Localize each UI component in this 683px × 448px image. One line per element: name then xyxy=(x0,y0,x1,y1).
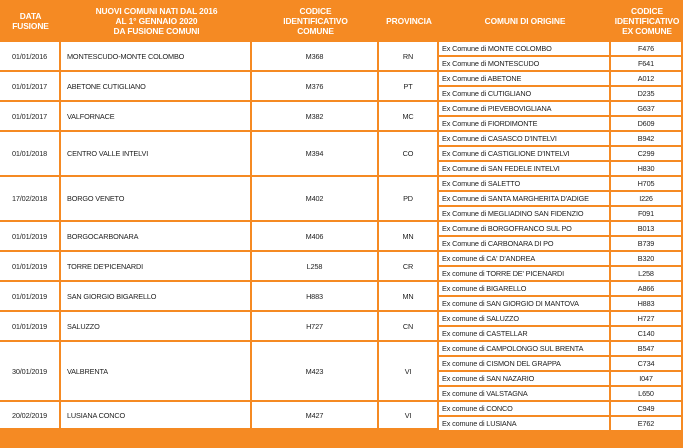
comune-code-cell: M423 xyxy=(252,342,379,402)
origin-comune-cell: Ex Comune di SALETTO xyxy=(439,177,611,192)
origin-comune-cell: Ex Comune di SANTA MARGHERITA D'ADIGE xyxy=(439,192,611,207)
fusion-date-cell: 30/01/2019 xyxy=(0,342,61,402)
origin-code-cell: H883 xyxy=(611,297,683,312)
table-body xyxy=(0,42,683,430)
origin-comune-cell: Ex Comune di BORGOFRANCO SUL PO xyxy=(439,222,611,237)
new-comune-name-cell: BORGO VENETO xyxy=(61,177,252,222)
origin-code-cell: L650 xyxy=(611,387,683,402)
fusion-date-cell: 01/01/2019 xyxy=(0,312,61,342)
new-comune-name-cell: MONTESCUDO-MONTE COLOMBO xyxy=(61,42,252,72)
origin-code-cell: A012 xyxy=(611,72,683,87)
origin-code-cell: G637 xyxy=(611,102,683,117)
origin-comune-cell: Ex comune di CISMON DEL GRAPPA xyxy=(439,357,611,372)
origin-comune-cell: Ex Comune di MEGLIADINO SAN FIDENZIO xyxy=(439,207,611,222)
origin-code-cell: B320 xyxy=(611,252,683,267)
origin-comune-cell: Ex Comune di FIORDIMONTE xyxy=(439,117,611,132)
table-row xyxy=(0,402,683,417)
provincia-cell: CR xyxy=(379,252,439,282)
table-row xyxy=(0,312,683,327)
new-comune-name-cell: LUSIANA CONCO xyxy=(61,402,252,430)
origin-comune-cell: Ex Comune di CUTIGLIANO xyxy=(439,87,611,102)
comune-code-cell: M394 xyxy=(252,132,379,177)
origin-code-cell: D609 xyxy=(611,117,683,132)
origin-code-cell: B547 xyxy=(611,342,683,357)
table-row xyxy=(0,42,683,57)
comune-code-cell: M382 xyxy=(252,102,379,132)
fusion-date-cell: 01/01/2017 xyxy=(0,102,61,132)
comune-code-cell: M427 xyxy=(252,402,379,430)
provincia-cell: MN xyxy=(379,282,439,312)
origin-comune-cell: Ex comune di CONCO xyxy=(439,402,611,417)
origin-comune-cell: Ex comune di CASTELLAR xyxy=(439,327,611,342)
fusion-date-cell: 01/01/2017 xyxy=(0,72,61,102)
origin-comune-cell: Ex Comune di ABETONE xyxy=(439,72,611,87)
origin-comune-cell: Ex Comune di PIEVEBOVIGLIANA xyxy=(439,102,611,117)
origin-comune-cell: Ex Comune di CASTIGLIONE D'INTELVI xyxy=(439,147,611,162)
new-comune-name-cell: SAN GIORGIO BIGARELLO xyxy=(61,282,252,312)
provincia-cell: MC xyxy=(379,102,439,132)
origin-code-cell: H727 xyxy=(611,312,683,327)
provincia-cell: PT xyxy=(379,72,439,102)
origin-code-cell: C140 xyxy=(611,327,683,342)
origin-code-cell: C949 xyxy=(611,402,683,417)
origin-comune-cell: Ex comune di CAMPOLONGO SUL BRENTA xyxy=(439,342,611,357)
table-row xyxy=(0,102,683,117)
comune-code-cell: H727 xyxy=(252,312,379,342)
table-row xyxy=(0,177,683,192)
origin-code-cell: A866 xyxy=(611,282,683,297)
comune-code-cell: M376 xyxy=(252,72,379,102)
fusion-date-cell: 01/01/2018 xyxy=(0,132,61,177)
table-row xyxy=(0,282,683,297)
header-comuni-origine: COMUNI DI ORIGINE xyxy=(484,16,566,26)
origin-comune-cell: Ex comune di BIGARELLO xyxy=(439,282,611,297)
origin-comune-cell: Ex comune di VALSTAGNA xyxy=(439,387,611,402)
fusion-date-cell: 01/01/2016 xyxy=(0,42,61,72)
comune-code-cell: L258 xyxy=(252,252,379,282)
provincia-cell: CO xyxy=(379,132,439,177)
provincia-cell: PD xyxy=(379,177,439,222)
table-row xyxy=(0,132,683,147)
origin-code-cell: D235 xyxy=(611,87,683,102)
comune-code-cell: M402 xyxy=(252,177,379,222)
comune-code-cell: M406 xyxy=(252,222,379,252)
new-comune-name-cell: CENTRO VALLE INTELVI xyxy=(61,132,252,177)
origin-comune-cell: Ex Comune di CASASCO D'INTELVI xyxy=(439,132,611,147)
table-row xyxy=(0,222,683,237)
new-comune-name-cell: SALUZZO xyxy=(61,312,252,342)
origin-comune-cell: Ex comune di TORRE DE' PICENARDI xyxy=(439,267,611,282)
comune-code-cell: M368 xyxy=(252,42,379,72)
origin-code-cell: B942 xyxy=(611,132,683,147)
table-header xyxy=(0,0,683,42)
origin-comune-cell: Ex comune di CA' D'ANDREA xyxy=(439,252,611,267)
table-row xyxy=(0,252,683,267)
fusion-date-cell: 20/02/2019 xyxy=(0,402,61,430)
header-provincia: PROVINCIA xyxy=(386,16,432,26)
origin-comune-cell: Ex comune di SAN GIORGIO DI MANTOVA xyxy=(439,297,611,312)
origin-code-cell: I047 xyxy=(611,372,683,387)
origin-comune-cell: Ex Comune di CARBONARA DI PO xyxy=(439,237,611,252)
origin-code-cell: E762 xyxy=(611,417,683,430)
table-row xyxy=(0,342,683,357)
header-codice-comune: CODICE IDENTIFICATIVO COMUNE xyxy=(283,6,348,36)
origin-comune-cell: Ex Comune di SAN FEDELE INTELVI xyxy=(439,162,611,177)
origin-code-cell: F091 xyxy=(611,207,683,222)
origin-comune-cell: Ex comune di SAN NAZARIO xyxy=(439,372,611,387)
provincia-cell: CN xyxy=(379,312,439,342)
origin-code-cell: H705 xyxy=(611,177,683,192)
header-nuovi-comuni: NUOVI COMUNI NATI DAL 2016 AL 1° GENNAIO 2020 DA FUSIONE COMUNI xyxy=(95,6,218,36)
fusion-date-cell: 01/01/2019 xyxy=(0,252,61,282)
provincia-cell: VI xyxy=(379,342,439,402)
origin-code-cell: B013 xyxy=(611,222,683,237)
origin-code-cell: B739 xyxy=(611,237,683,252)
comune-code-cell: H883 xyxy=(252,282,379,312)
provincia-cell: RN xyxy=(379,42,439,72)
new-comune-name-cell: BORGOCARBONARA xyxy=(61,222,252,252)
origin-code-cell: C734 xyxy=(611,357,683,372)
header-data-fusione: DATA FUSIONE xyxy=(12,11,49,31)
fusion-date-cell: 01/01/2019 xyxy=(0,222,61,252)
origin-code-cell: I226 xyxy=(611,192,683,207)
origin-comune-cell: Ex comune di SALUZZO xyxy=(439,312,611,327)
new-comune-name-cell: VALBRENTA xyxy=(61,342,252,402)
new-comune-name-cell: TORRE DE'PICENARDI xyxy=(61,252,252,282)
origin-code-cell: F476 xyxy=(611,42,683,57)
new-comune-name-cell: VALFORNACE xyxy=(61,102,252,132)
origin-code-cell: H830 xyxy=(611,162,683,177)
fusion-date-cell: 17/02/2018 xyxy=(0,177,61,222)
table-row xyxy=(0,72,683,87)
origin-code-cell: L258 xyxy=(611,267,683,282)
new-comune-name-cell: ABETONE CUTIGLIANO xyxy=(61,72,252,102)
provincia-cell: MN xyxy=(379,222,439,252)
origin-comune-cell: Ex comune di LUSIANA xyxy=(439,417,611,430)
origin-comune-cell: Ex Comune di MONTESCUDO xyxy=(439,57,611,72)
origin-comune-cell: Ex Comune di MONTE COLOMBO xyxy=(439,42,611,57)
provincia-cell: VI xyxy=(379,402,439,430)
origin-code-cell: F641 xyxy=(611,57,683,72)
origin-code-cell: C299 xyxy=(611,147,683,162)
fusion-date-cell: 01/01/2019 xyxy=(0,282,61,312)
header-codice-ex-comune: CODICE IDENTIFICATIVO EX COMUNE xyxy=(614,6,680,36)
